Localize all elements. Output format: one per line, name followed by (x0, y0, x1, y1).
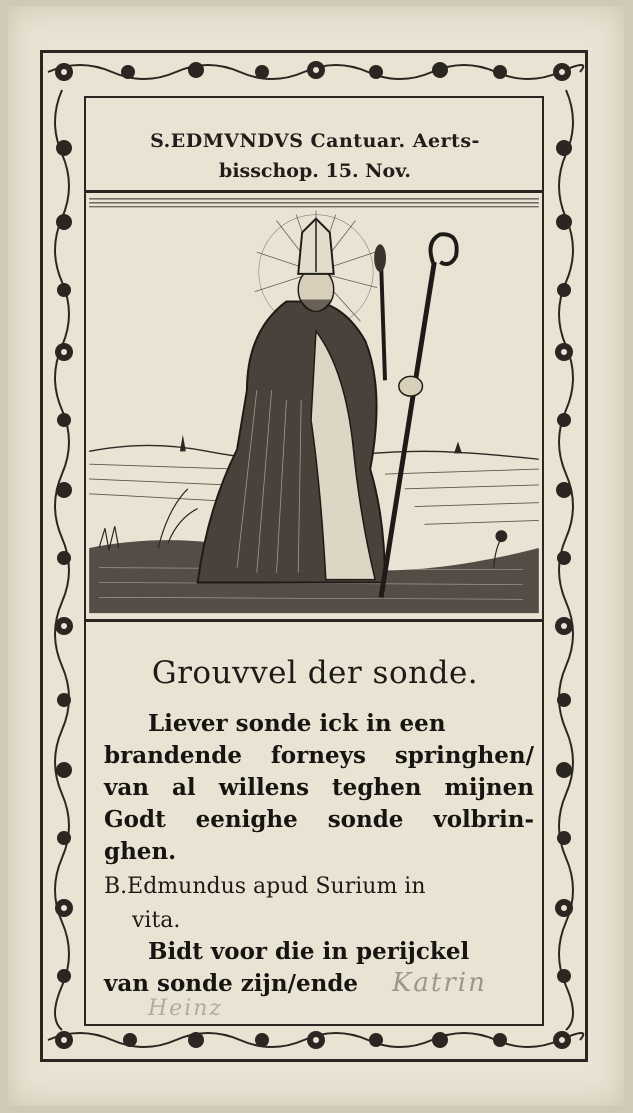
title-line-2: bisschop. 15. Nov. (219, 160, 411, 182)
body-continuation: brandende forneys springhen/ van al willens teghen mijnen Godt eenighe sonde volbrin- ghen. (104, 742, 534, 865)
attribution (104, 870, 524, 938)
title-line-1: S.EDMVNDVS Cantuar. Aerts- (150, 130, 480, 152)
print-title (92, 126, 538, 186)
handwritten-inscription: Katrin (392, 968, 487, 998)
prayer-first-line: Bidt voor die in perijckel (148, 938, 470, 965)
saint-illustration (86, 190, 542, 622)
body-first-line: Liever sonde ick in een (148, 710, 446, 737)
attribution-line-1: B.Edmundus apud Surium in (104, 874, 426, 899)
attribution-line-2: vita. (132, 908, 181, 933)
prayer-continuation: van sonde zijn/ende (104, 970, 359, 997)
heading: Grouvvel der sonde. (151, 655, 479, 691)
body-text (104, 708, 534, 868)
handwritten-inscription-faint: Heinz (148, 996, 224, 1021)
